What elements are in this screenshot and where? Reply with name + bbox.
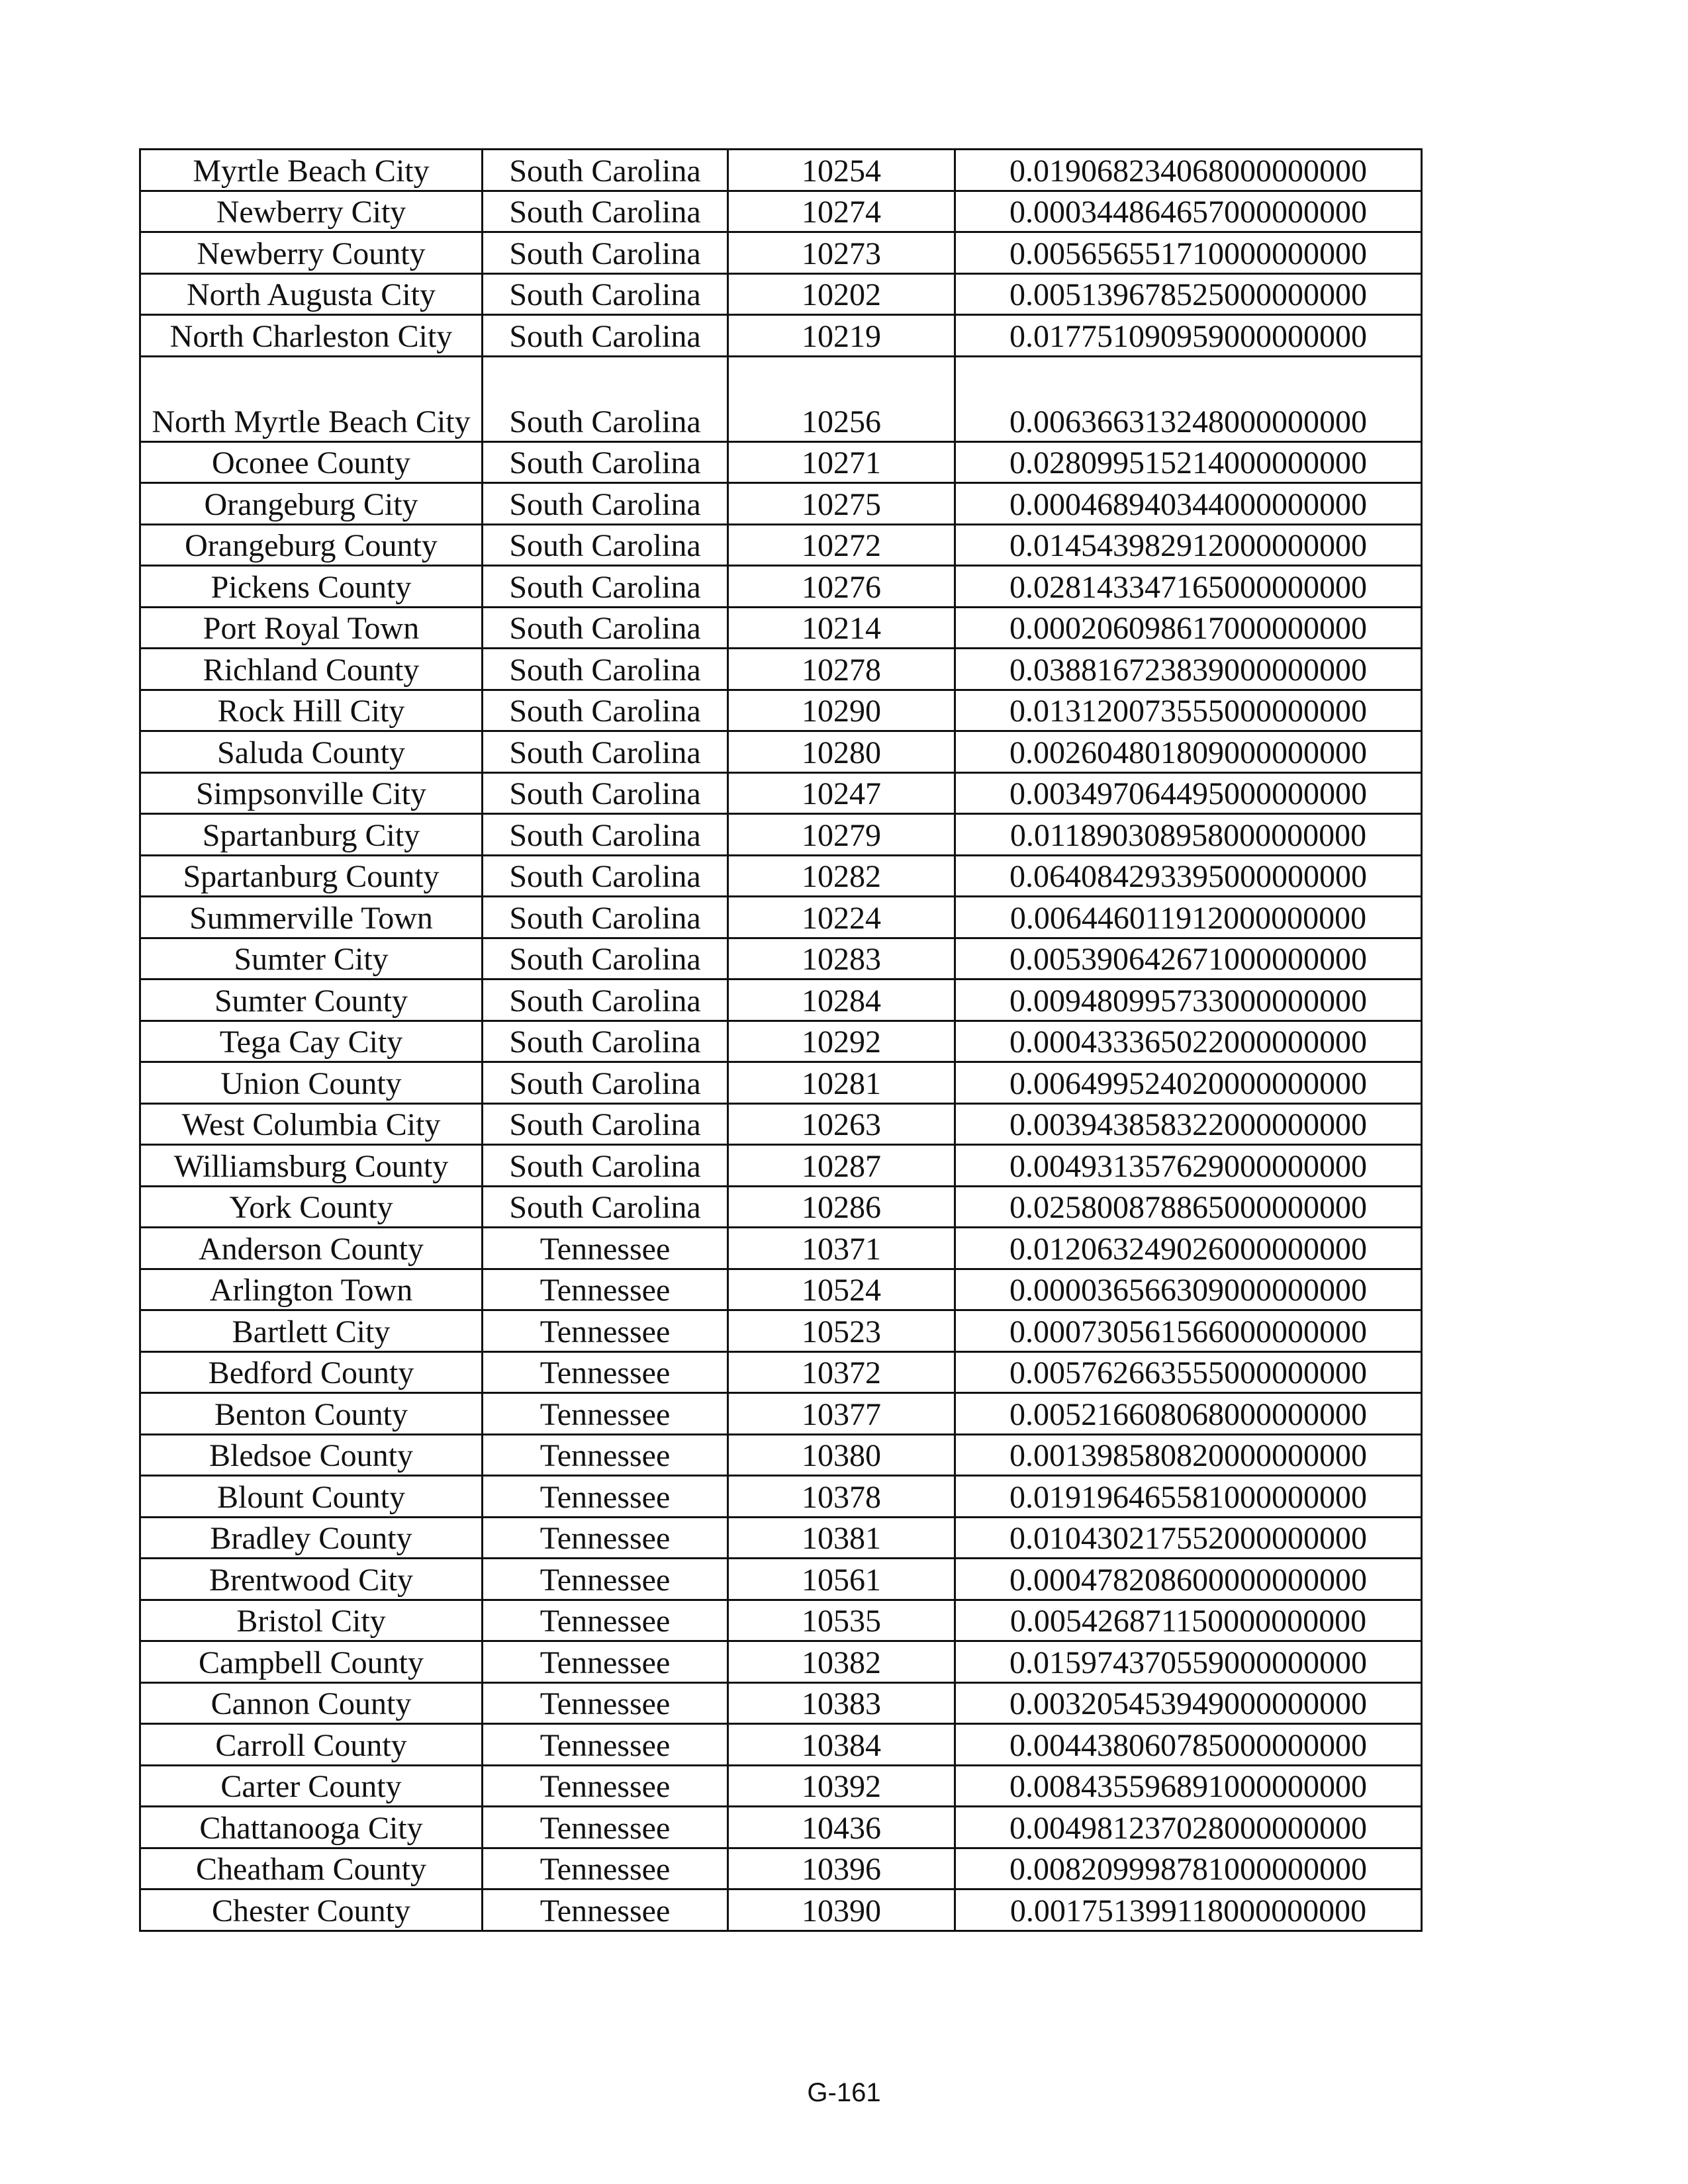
cell-state: Tennessee: [483, 1889, 728, 1931]
cell-code: 10280: [728, 731, 955, 773]
cell-code: 10283: [728, 938, 955, 979]
cell-value: 0.005216608068000000000: [955, 1393, 1422, 1435]
cell-value: 0.004981237028000000000: [955, 1807, 1422, 1848]
cell-code: 10377: [728, 1393, 955, 1435]
table-row: [140, 938, 1422, 979]
cell-state: South Carolina: [483, 1021, 728, 1062]
table-row: [140, 772, 1422, 814]
table-row: [140, 979, 1422, 1021]
cell-value: 0.005390642671000000000: [955, 938, 1422, 979]
cell-value: 0.003497064495000000000: [955, 772, 1422, 814]
cell-state: South Carolina: [483, 979, 728, 1021]
cell-code: 10276: [728, 566, 955, 608]
cell-state: Tennessee: [483, 1351, 728, 1393]
cell-value: 0.000036566309000000000: [955, 1269, 1422, 1310]
table-row: [140, 441, 1422, 483]
cell-code: 10214: [728, 607, 955, 649]
table-row: [140, 1889, 1422, 1931]
cell-value: 0.009480995733000000000: [955, 979, 1422, 1021]
cell-state: Tennessee: [483, 1310, 728, 1352]
cell-name: Bristol City: [140, 1600, 483, 1641]
cell-name: Carter County: [140, 1765, 483, 1807]
cell-state: South Carolina: [483, 1186, 728, 1228]
cell-state: South Carolina: [483, 1062, 728, 1104]
cell-value: 0.012063249026000000000: [955, 1228, 1422, 1269]
table-row: [140, 191, 1422, 232]
cell-code: 10390: [728, 1889, 955, 1931]
cell-value: 0.004438060785000000000: [955, 1724, 1422, 1766]
cell-name: Richland County: [140, 649, 483, 690]
cell-state: Tennessee: [483, 1848, 728, 1889]
cell-code: 10290: [728, 690, 955, 731]
cell-value: 0.000433365022000000000: [955, 1021, 1422, 1062]
cell-name: Benton County: [140, 1393, 483, 1435]
cell-name: Pickens County: [140, 566, 483, 608]
cell-name: Sumter City: [140, 938, 483, 979]
cell-value: 0.004931357629000000000: [955, 1145, 1422, 1187]
cell-name: Sumter County: [140, 979, 483, 1021]
cell-name: Union County: [140, 1062, 483, 1104]
cell-code: 10273: [728, 232, 955, 274]
cell-state: Tennessee: [483, 1765, 728, 1807]
cell-code: 10263: [728, 1103, 955, 1145]
cell-state: South Carolina: [483, 315, 728, 357]
cell-name: Saluda County: [140, 731, 483, 773]
cell-name: Tega Cay City: [140, 1021, 483, 1062]
cell-code: 10372: [728, 1351, 955, 1393]
cell-code: 10287: [728, 1145, 955, 1187]
cell-code: 10384: [728, 1724, 955, 1766]
cell-code: 10272: [728, 524, 955, 566]
cell-state: Tennessee: [483, 1434, 728, 1476]
cell-name: Myrtle Beach City: [140, 150, 483, 191]
cell-value: 0.013120073555000000000: [955, 690, 1422, 731]
cell-state: South Carolina: [483, 772, 728, 814]
cell-code: 10275: [728, 483, 955, 525]
cell-name: Summerville Town: [140, 897, 483, 938]
cell-name: Chattanooga City: [140, 1807, 483, 1848]
cell-name: North Myrtle Beach City: [140, 356, 483, 441]
cell-value: 0.000730561566000000000: [955, 1310, 1422, 1352]
cell-name: Carroll County: [140, 1724, 483, 1766]
cell-value: 0.038816723839000000000: [955, 649, 1422, 690]
table-row: [140, 607, 1422, 649]
cell-value: 0.005656551710000000000: [955, 232, 1422, 274]
cell-state: Tennessee: [483, 1559, 728, 1600]
cell-value: 0.028099515214000000000: [955, 441, 1422, 483]
table-row: [140, 1145, 1422, 1187]
cell-name: Orangeburg City: [140, 483, 483, 525]
cell-name: Bledsoe County: [140, 1434, 483, 1476]
cell-name: Campbell County: [140, 1641, 483, 1683]
cell-name: West Columbia City: [140, 1103, 483, 1145]
cell-code: 10524: [728, 1269, 955, 1310]
table-row: [140, 1393, 1422, 1435]
cell-name: Rock Hill City: [140, 690, 483, 731]
cell-code: 10279: [728, 814, 955, 856]
cell-state: South Carolina: [483, 690, 728, 731]
cell-code: 10380: [728, 1434, 955, 1476]
cell-value: 0.014543982912000000000: [955, 524, 1422, 566]
table-row: [140, 1765, 1422, 1807]
cell-state: South Carolina: [483, 897, 728, 938]
table-row: [140, 273, 1422, 315]
table-row: [140, 1517, 1422, 1559]
cell-name: Cannon County: [140, 1682, 483, 1724]
cell-code: 10378: [728, 1476, 955, 1518]
cell-state: South Carolina: [483, 649, 728, 690]
cell-name: Orangeburg County: [140, 524, 483, 566]
table-row: [140, 1476, 1422, 1518]
cell-value: 0.001751399118000000000: [955, 1889, 1422, 1931]
cell-name: Spartanburg County: [140, 855, 483, 897]
cell-code: 10281: [728, 1062, 955, 1104]
cell-state: South Carolina: [483, 273, 728, 315]
cell-code: 10381: [728, 1517, 955, 1559]
cell-value: 0.017751090959000000000: [955, 315, 1422, 357]
cell-name: North Augusta City: [140, 273, 483, 315]
page-number: G-161: [807, 2078, 881, 2107]
table-row: [140, 315, 1422, 357]
cell-state: South Carolina: [483, 566, 728, 608]
table-row: [140, 855, 1422, 897]
table-row: [140, 1724, 1422, 1766]
cell-value: 0.019196465581000000000: [955, 1476, 1422, 1518]
cell-code: 10284: [728, 979, 955, 1021]
table-row: [140, 814, 1422, 856]
cell-value: 0.005762663555000000000: [955, 1351, 1422, 1393]
cell-code: 10396: [728, 1848, 955, 1889]
cell-state: South Carolina: [483, 356, 728, 441]
cell-name: Brentwood City: [140, 1559, 483, 1600]
cell-value: 0.028143347165000000000: [955, 566, 1422, 608]
table-row: [140, 1228, 1422, 1269]
cell-code: 10219: [728, 315, 955, 357]
cell-value: 0.000478208600000000000: [955, 1559, 1422, 1600]
cell-code: 10436: [728, 1807, 955, 1848]
cell-value: 0.025800878865000000000: [955, 1186, 1422, 1228]
cell-state: South Carolina: [483, 855, 728, 897]
cell-code: 10282: [728, 855, 955, 897]
cell-name: Newberry County: [140, 232, 483, 274]
cell-value: 0.000344864657000000000: [955, 191, 1422, 232]
allocation-table: [139, 148, 1423, 1932]
cell-code: 10274: [728, 191, 955, 232]
cell-code: 10256: [728, 356, 955, 441]
cell-value: 0.064084293395000000000: [955, 855, 1422, 897]
table-row: [140, 1559, 1422, 1600]
cell-state: South Carolina: [483, 731, 728, 773]
cell-code: 10278: [728, 649, 955, 690]
cell-name: Blount County: [140, 1476, 483, 1518]
cell-name: Anderson County: [140, 1228, 483, 1269]
cell-name: Bradley County: [140, 1517, 483, 1559]
cell-state: Tennessee: [483, 1600, 728, 1641]
cell-state: South Carolina: [483, 441, 728, 483]
cell-value: 0.000206098617000000000: [955, 607, 1422, 649]
table-row: [140, 356, 1422, 441]
cell-code: 10271: [728, 441, 955, 483]
cell-value: 0.001398580820000000000: [955, 1434, 1422, 1476]
table-row: [140, 1021, 1422, 1062]
cell-value: 0.006446011912000000000: [955, 897, 1422, 938]
table-row: [140, 649, 1422, 690]
cell-name: Bedford County: [140, 1351, 483, 1393]
cell-value: 0.015974370559000000000: [955, 1641, 1422, 1683]
table-row: [140, 232, 1422, 274]
cell-state: Tennessee: [483, 1393, 728, 1435]
table-row: [140, 897, 1422, 938]
cell-name: Simpsonville City: [140, 772, 483, 814]
table-row: [140, 1682, 1422, 1724]
cell-name: Port Royal Town: [140, 607, 483, 649]
cell-code: 10292: [728, 1021, 955, 1062]
cell-name: Chester County: [140, 1889, 483, 1931]
table-row: [140, 524, 1422, 566]
table-row: [140, 1186, 1422, 1228]
cell-code: 10561: [728, 1559, 955, 1600]
cell-state: South Carolina: [483, 191, 728, 232]
cell-code: 10523: [728, 1310, 955, 1352]
cell-state: South Carolina: [483, 232, 728, 274]
cell-state: Tennessee: [483, 1228, 728, 1269]
cell-state: Tennessee: [483, 1807, 728, 1848]
table-row: [140, 1807, 1422, 1848]
cell-value: 0.010430217552000000000: [955, 1517, 1422, 1559]
cell-code: 10382: [728, 1641, 955, 1683]
cell-value: 0.019068234068000000000: [955, 150, 1422, 191]
cell-state: Tennessee: [483, 1517, 728, 1559]
cell-value: 0.005139678525000000000: [955, 273, 1422, 315]
cell-name: York County: [140, 1186, 483, 1228]
cell-value: 0.008435596891000000000: [955, 1765, 1422, 1807]
table-row: [140, 690, 1422, 731]
table-row: [140, 1351, 1422, 1393]
allocation-table-body: [140, 150, 1422, 1931]
cell-state: South Carolina: [483, 814, 728, 856]
cell-code: 10224: [728, 897, 955, 938]
cell-state: Tennessee: [483, 1269, 728, 1310]
cell-value: 0.003205453949000000000: [955, 1682, 1422, 1724]
cell-state: South Carolina: [483, 524, 728, 566]
table-row: [140, 1103, 1422, 1145]
cell-value: 0.011890308958000000000: [955, 814, 1422, 856]
cell-code: 10535: [728, 1600, 955, 1641]
cell-code: 10383: [728, 1682, 955, 1724]
cell-code: 10247: [728, 772, 955, 814]
table-row: [140, 731, 1422, 773]
table-row: [140, 1269, 1422, 1310]
cell-name: Arlington Town: [140, 1269, 483, 1310]
cell-state: South Carolina: [483, 483, 728, 525]
table-row: [140, 1848, 1422, 1889]
table-row: [140, 1434, 1422, 1476]
cell-value: 0.000468940344000000000: [955, 483, 1422, 525]
cell-code: 10392: [728, 1765, 955, 1807]
cell-state: Tennessee: [483, 1476, 728, 1518]
cell-name: Bartlett City: [140, 1310, 483, 1352]
cell-state: South Carolina: [483, 150, 728, 191]
cell-name: Oconee County: [140, 441, 483, 483]
cell-value: 0.002604801809000000000: [955, 731, 1422, 773]
table-row: [140, 1600, 1422, 1641]
cell-name: Cheatham County: [140, 1848, 483, 1889]
cell-state: Tennessee: [483, 1724, 728, 1766]
cell-name: North Charleston City: [140, 315, 483, 357]
cell-code: 10286: [728, 1186, 955, 1228]
cell-value: 0.006366313248000000000: [955, 356, 1422, 441]
cell-state: Tennessee: [483, 1641, 728, 1683]
cell-state: South Carolina: [483, 1145, 728, 1187]
cell-code: 10371: [728, 1228, 955, 1269]
table-row: [140, 566, 1422, 608]
cell-state: South Carolina: [483, 1103, 728, 1145]
table-row: [140, 483, 1422, 525]
cell-code: 10202: [728, 273, 955, 315]
cell-name: Williamsburg County: [140, 1145, 483, 1187]
cell-code: 10254: [728, 150, 955, 191]
cell-name: Newberry City: [140, 191, 483, 232]
cell-name: Spartanburg City: [140, 814, 483, 856]
cell-state: Tennessee: [483, 1682, 728, 1724]
cell-value: 0.005426871150000000000: [955, 1600, 1422, 1641]
cell-state: South Carolina: [483, 938, 728, 979]
cell-state: South Carolina: [483, 607, 728, 649]
table-row: [140, 1310, 1422, 1352]
cell-value: 0.008209998781000000000: [955, 1848, 1422, 1889]
cell-value: 0.003943858322000000000: [955, 1103, 1422, 1145]
cell-value: 0.006499524020000000000: [955, 1062, 1422, 1104]
table-row: [140, 150, 1422, 191]
table-row: [140, 1062, 1422, 1104]
table-row: [140, 1641, 1422, 1683]
